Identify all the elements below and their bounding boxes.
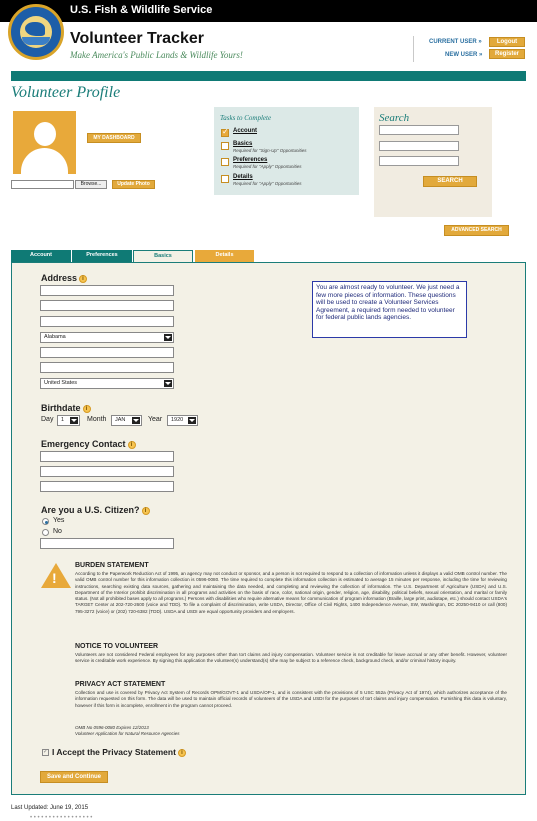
birthdate-label-text: Birthdate xyxy=(41,403,81,413)
search-button[interactable]: SEARCH xyxy=(423,176,477,187)
privacy-text: Collection and use is covered by Privacy Act System of Records OPM/GOVT-1 and USDA/OP-1, and is consistent with the provisions of 5 USC 552a (Privacy Act of 1974), which authorizes acceptance of the information requested on this form. The data will be used to maintain official records of volunteers of the USDA and USDI for the purposes of tort claims and injury compensation. Furnishing this data is voluntary, however if this form is incomplete, enrollment in the program cannot proceed. xyxy=(75,690,507,708)
accept-label-text: I Accept the Privacy Statement xyxy=(52,747,176,757)
info-message: You are almost ready to volunteer. We just need a few more pieces of information. These questions will be used to create a Volunteer Services Agreement, a required form needed to volunteer for federal public lands agencies. xyxy=(312,281,467,338)
citizen-no-radio[interactable] xyxy=(42,529,49,536)
search-title: Search xyxy=(379,112,410,124)
tab-account[interactable]: Account xyxy=(11,250,71,262)
logout-button[interactable]: Logout xyxy=(489,37,525,47)
save-and-continue-button[interactable]: Save and Continue xyxy=(40,771,108,783)
page-title: Volunteer Profile xyxy=(11,84,121,101)
task-requirement: Required for "Apply" Opportunities xyxy=(233,164,302,169)
citizen-no-label: No xyxy=(53,528,62,535)
task-checkbox[interactable] xyxy=(221,142,229,150)
month-value: JAN xyxy=(115,417,126,423)
task-requirement: Required for "Sign-Up" Opportunities xyxy=(233,148,307,153)
citizen-yes-label: Yes xyxy=(53,517,65,524)
task-checkbox[interactable] xyxy=(221,175,229,183)
search-input[interactable] xyxy=(379,141,459,151)
citizen-yes-radio[interactable] xyxy=(42,518,49,525)
header-divider xyxy=(413,36,414,62)
day-label: Day xyxy=(41,416,54,423)
chevron-down-icon xyxy=(188,417,196,424)
application-line: Volunteer Application for Natural Resource Agencies xyxy=(75,731,180,736)
agency-logo-icon[interactable] xyxy=(8,4,64,60)
info-icon[interactable]: i xyxy=(128,441,136,449)
phone-input[interactable] xyxy=(40,362,174,373)
zip-input[interactable] xyxy=(40,347,174,358)
task-checkbox[interactable] xyxy=(221,158,229,166)
year-select[interactable] xyxy=(167,415,198,426)
footer-links: • • • • • • • • • • • • • • • • • xyxy=(30,815,93,821)
search-panel xyxy=(374,107,492,217)
privacy-title: PRIVACY ACT STATEMENT xyxy=(75,681,166,688)
tab-preferences[interactable]: Preferences xyxy=(72,250,132,262)
year-value: 1920 xyxy=(171,417,184,423)
burden-text: According to the Paperwork Reduction Act of 1995, an agency may not conduct or sponsor, and a person is not required to respond to a collection of information unless it displays a valid OMB control number. The valid OMB control number for this information collection is 0596-0080. The time required to complete this information collection is estimated to average 15 minutes per response, including the time for reviewing instructions, searching existing data sources, gathering and maintaining the data needed, and completing and reviewing the collection of information. The U.S. Department of Agriculture (USDA) and U.S. Department of the Interior prohibit discrimination in all programs and activities on the basis of race, color, national origin, gender, religion, age, disability, political beliefs, sexual orientation, and marital or family status. (Not all prohibited bases apply to all programs.) Persons with disabilities who require alternative means for communication of program information (Braille, large print, audiotape, etc.) should contact USDA's TARGET Center at 202-720-2600 (voice and TDD). To file a complaint of discrimination, write USDA, Director, Office of Civil Rights, 1400 Independence Avenue, SW, Washington, DC 20250-9410 or call (800) 795-3272 (voice) or (202) 720-6382 (TDD). USDA and USDI are equal opportunity providers and employers. xyxy=(75,571,507,614)
browse-button[interactable]: Browse... xyxy=(75,180,107,189)
task-requirement: Required for "Apply" Opportunities xyxy=(233,181,302,186)
chevron-down-icon xyxy=(164,334,172,341)
info-icon[interactable]: i xyxy=(178,749,186,757)
agency-bar xyxy=(0,0,537,22)
month-select[interactable] xyxy=(111,415,142,426)
citizen-label xyxy=(41,505,150,515)
emergency-relation-input[interactable] xyxy=(40,466,174,477)
agency-name: U.S. Fish & Wildlife Service xyxy=(70,4,213,16)
tab-details[interactable]: Details xyxy=(195,250,254,262)
nav-band xyxy=(11,71,526,81)
notice-title: NOTICE TO VOLUNTEER xyxy=(75,643,159,650)
tab-basics[interactable]: Basics xyxy=(133,250,193,262)
burden-title: BURDEN STATEMENT xyxy=(75,562,149,569)
info-icon[interactable]: i xyxy=(142,507,150,515)
address-label-text: Address xyxy=(41,273,78,283)
task-name[interactable]: Details xyxy=(233,174,253,180)
emergency-name-input[interactable] xyxy=(40,451,174,462)
register-button[interactable]: Register xyxy=(489,49,525,59)
emergency-contact-label xyxy=(41,439,136,449)
chevron-down-icon xyxy=(132,417,140,424)
city-input[interactable] xyxy=(40,316,174,327)
current-user-label: CURRENT USER » xyxy=(429,39,482,45)
chevron-down-icon xyxy=(70,417,78,424)
task-name[interactable]: Preferences xyxy=(233,157,268,163)
last-updated: Last Updated: June 19, 2015 xyxy=(11,805,89,811)
update-photo-button[interactable]: Update Photo xyxy=(112,180,155,189)
address-line-1-input[interactable] xyxy=(40,285,174,296)
country-select[interactable] xyxy=(40,378,174,389)
warning-exclamation: ! xyxy=(52,570,57,586)
month-label: Month xyxy=(87,416,107,423)
chevron-down-icon xyxy=(164,380,172,387)
day-select[interactable] xyxy=(57,415,80,426)
info-icon[interactable]: i xyxy=(83,405,91,413)
accept-privacy-checkbox[interactable] xyxy=(42,749,49,756)
tasks-panel xyxy=(214,107,359,195)
avatar xyxy=(13,111,76,174)
new-user-label: NEW USER » xyxy=(445,52,483,58)
country-value: United States xyxy=(44,380,78,386)
notice-text: Volunteers are not considered Federal employees for any purposes other than tort claims and injury compensation. Volunteer service is not creditable for leave accrual or any other benefit. However, volunteer service is creditable work experience. By signing this application the volunteer(s) understand(s) s/he may be subject to a reference check, background check, and/or criminal history inquiry. xyxy=(75,652,507,664)
state-select[interactable] xyxy=(40,332,174,343)
advanced-search-button[interactable]: ADVANCED SEARCH xyxy=(444,225,509,236)
task-name[interactable]: Account xyxy=(233,128,257,134)
emergency-label-text: Emergency Contact xyxy=(41,439,126,449)
citizen-label-text: Are you a U.S. Citizen? xyxy=(41,505,140,515)
task-checkbox[interactable] xyxy=(221,129,229,137)
address-line-2-input[interactable] xyxy=(40,300,174,311)
tagline: Make America's Public Lands & Wildlife Yours! xyxy=(70,50,243,60)
info-icon[interactable]: i xyxy=(79,275,87,283)
citizenship-input[interactable] xyxy=(40,538,174,549)
birthdate-label xyxy=(41,403,91,413)
address-label xyxy=(41,273,87,283)
tasks-title: Tasks to Complete xyxy=(220,114,272,122)
day-value: 1 xyxy=(61,417,65,423)
search-input[interactable] xyxy=(379,125,459,135)
year-label: Year xyxy=(148,416,163,423)
photo-file-input[interactable] xyxy=(11,180,74,189)
accept-privacy-label xyxy=(52,747,186,757)
state-value: Alabama xyxy=(44,334,66,340)
task-name[interactable]: Basics xyxy=(233,141,253,147)
app-title: Volunteer Tracker xyxy=(70,30,204,47)
search-input[interactable] xyxy=(379,156,459,166)
emergency-phone-input[interactable] xyxy=(40,481,174,492)
omb-line: OMB No 0596-0080 Expires 12/2013 xyxy=(75,725,149,730)
my-dashboard-button[interactable]: MY DASHBOARD xyxy=(87,133,141,143)
